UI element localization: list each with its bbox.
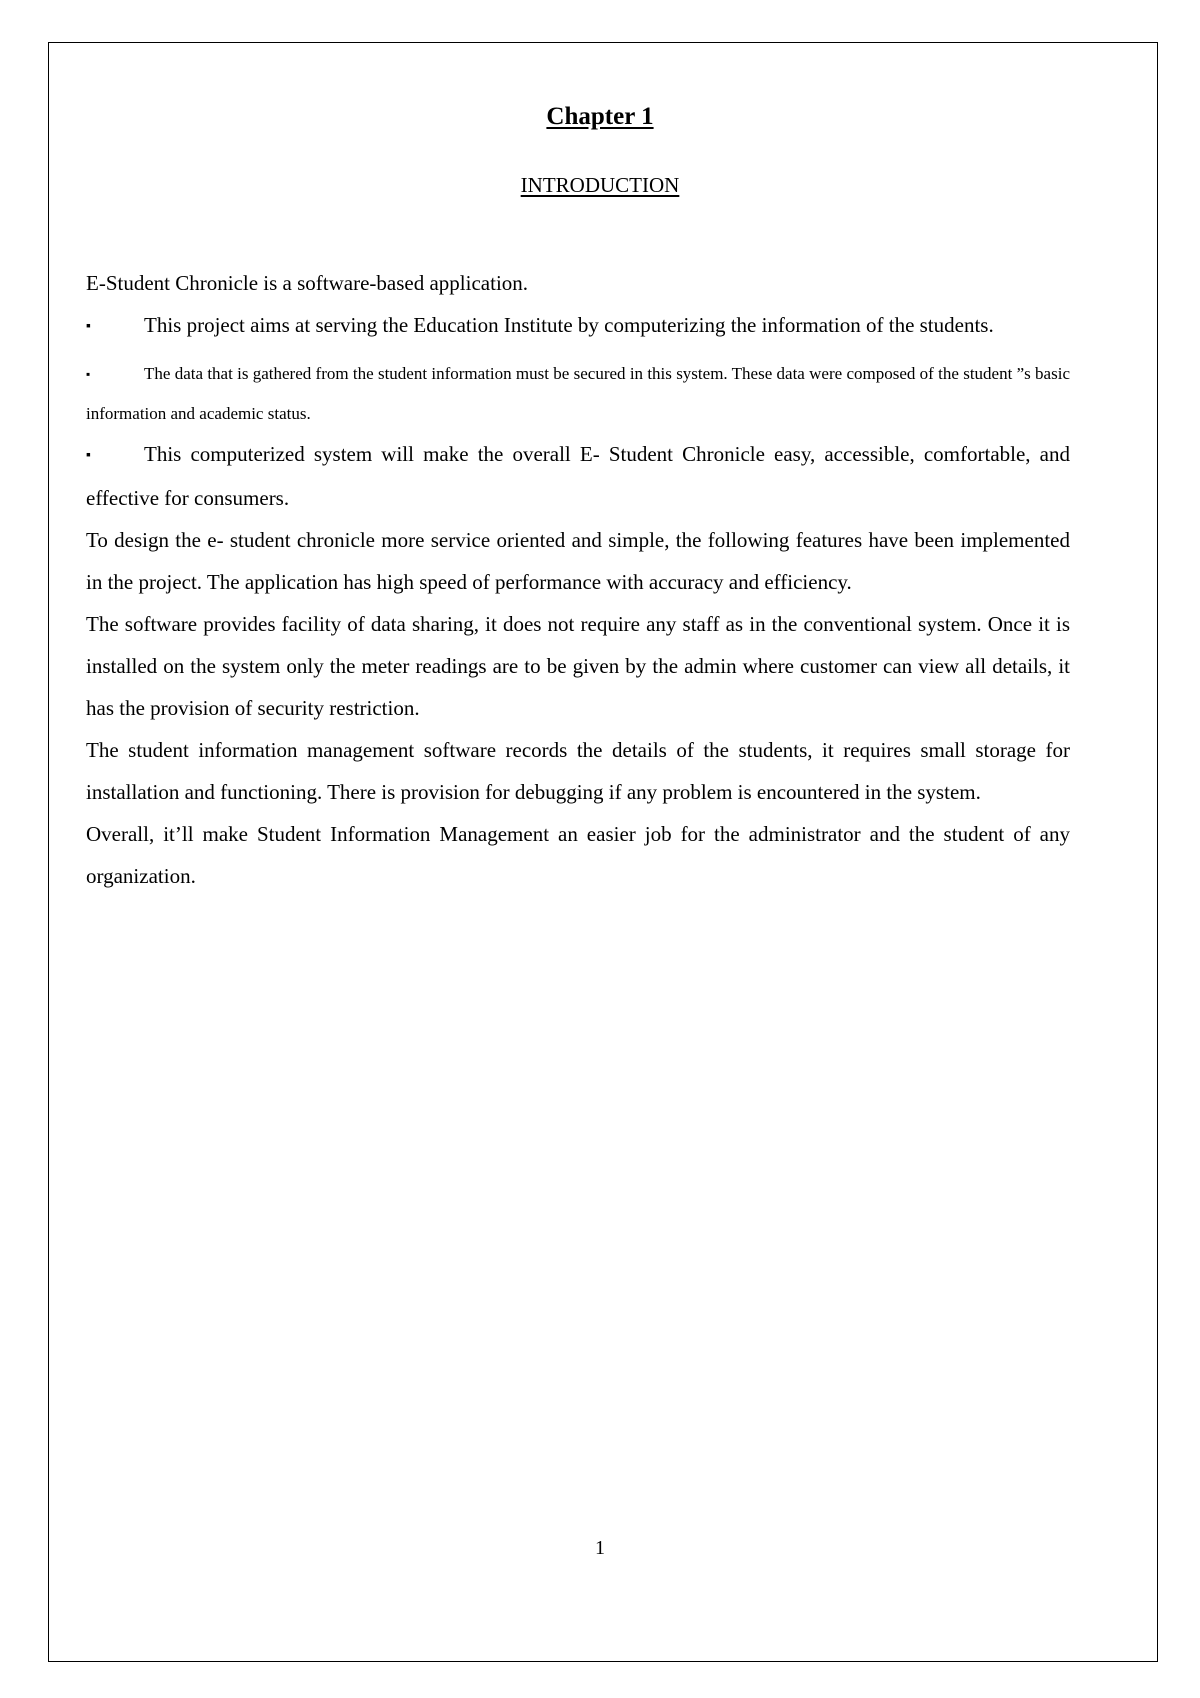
bullet-square-icon: ▪ bbox=[86, 367, 91, 381]
bullet-text: The data that is gathered from the student information must be secured in this system. These data were composed of the student ”s basic information and academic status. bbox=[86, 364, 1070, 423]
bullet-square-icon: ▪ bbox=[86, 319, 91, 334]
body-content bbox=[86, 262, 1070, 897]
chapter-title: Chapter 1 bbox=[546, 103, 654, 130]
bullet-item bbox=[86, 433, 1070, 519]
paragraph: The software provides facility of data sharing, it does not require any staff as in the conventional system. Once it is installed on the system only the meter readings are to be given by the admin where customer can view all details, it has the provision of security restriction. bbox=[86, 612, 1070, 720]
bullet-text: This computerized system will make the overall E- Student Chronicle easy, accessible, comfortable, and effective for consumers. bbox=[86, 442, 1070, 510]
bullet-square-icon: ▪ bbox=[86, 448, 91, 463]
paragraph: Overall, it’ll make Student Information Management an easier job for the administrator and the student of any organization. bbox=[86, 822, 1070, 888]
paragraph: The student information management software records the details of the students, it requires small storage for installation and functioning. There is provision for debugging if any problem is encountered in the system. bbox=[86, 738, 1070, 804]
section-title: INTRODUCTION bbox=[520, 173, 680, 197]
bullet-item bbox=[86, 304, 1070, 348]
paragraph: To design the e- student chronicle more service oriented and simple, the following features have been implemented in the project. The application has high speed of performance with accuracy and efficiency. bbox=[86, 528, 1070, 594]
page-number: 1 bbox=[595, 1537, 605, 1559]
bullet-text: This project aims at serving the Education Institute by computerizing the information of the students. bbox=[144, 313, 994, 337]
bullet-item bbox=[86, 354, 1070, 433]
intro-sentence: E-Student Chronicle is a software-based application. bbox=[86, 271, 529, 295]
